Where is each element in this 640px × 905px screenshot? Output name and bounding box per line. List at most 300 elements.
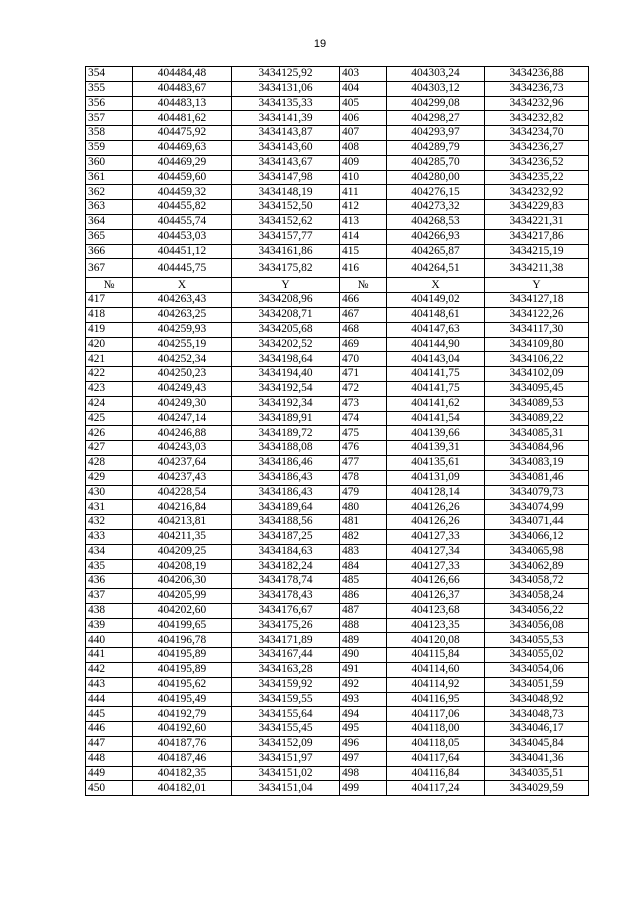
table-cell: 499	[340, 781, 387, 796]
table-cell: 3434062,89	[485, 559, 589, 574]
table-cell: 489	[340, 633, 387, 648]
table-cell: 424	[86, 396, 133, 411]
table-cell: 404445,75	[133, 259, 232, 278]
table-cell: 404117,06	[387, 707, 485, 722]
table-cell: 3434217,86	[485, 229, 589, 244]
table-cell: 3434048,92	[485, 692, 589, 707]
table-cell: 427	[86, 441, 133, 456]
table-cell: 429	[86, 470, 133, 485]
table-cell: 404280,00	[387, 170, 485, 185]
table-row	[86, 692, 589, 707]
table-cell: 3434159,55	[232, 692, 340, 707]
table-cell: 3434184,63	[232, 544, 340, 559]
table-cell: 404481,62	[133, 111, 232, 126]
table-cell: 3434171,89	[232, 633, 340, 648]
table-cell: 432	[86, 515, 133, 530]
table-cell: 404213,81	[133, 515, 232, 530]
table-cell: 3434085,31	[485, 426, 589, 441]
table-cell: 406	[340, 111, 387, 126]
table-cell: 404455,82	[133, 200, 232, 215]
table-cell: 477	[340, 455, 387, 470]
table-cell: 438	[86, 603, 133, 618]
table-row	[86, 244, 589, 259]
table-cell: 416	[340, 259, 387, 278]
table-cell: 404126,26	[387, 500, 485, 515]
table-cell: 444	[86, 692, 133, 707]
table-cell: 497	[340, 751, 387, 766]
table-cell: 3434054,06	[485, 663, 589, 678]
table-cell: 404141,54	[387, 411, 485, 426]
table-cell: 404128,14	[387, 485, 485, 500]
table-cell: 3434041,36	[485, 751, 589, 766]
table-row	[86, 603, 589, 618]
table-row	[86, 111, 589, 126]
table-cell: 404455,74	[133, 214, 232, 229]
table-cell: 486	[340, 589, 387, 604]
table-cell: 3434232,92	[485, 185, 589, 200]
table-cell: 413	[340, 214, 387, 229]
table-cell: 3434178,43	[232, 589, 340, 604]
table-cell: 3434194,40	[232, 367, 340, 382]
table-row	[86, 633, 589, 648]
table-cell: 404187,76	[133, 737, 232, 752]
table-row	[86, 485, 589, 500]
table-cell: 3434045,84	[485, 737, 589, 752]
table-cell: 3434074,99	[485, 500, 589, 515]
table-row	[86, 589, 589, 604]
table-cell: 404246,88	[133, 426, 232, 441]
table-row	[86, 781, 589, 796]
table-cell: 3434122,26	[485, 307, 589, 322]
table-cell: 3434141,39	[232, 111, 340, 126]
table-cell: 446	[86, 722, 133, 737]
table-cell: 3434188,56	[232, 515, 340, 530]
table-cell: 404127,34	[387, 544, 485, 559]
table-cell: 404206,30	[133, 574, 232, 589]
table-cell: 3434151,04	[232, 781, 340, 796]
table-cell: 3434161,86	[232, 244, 340, 259]
table-cell: 3434155,45	[232, 722, 340, 737]
table-row	[86, 455, 589, 470]
table-cell: 3434205,68	[232, 322, 340, 337]
table-row	[86, 185, 589, 200]
table-row	[86, 337, 589, 352]
table-cell: 3434143,60	[232, 140, 340, 155]
table-cell: 404141,62	[387, 396, 485, 411]
table-row	[86, 367, 589, 382]
table-cell: 404469,29	[133, 155, 232, 170]
table-cell: 3434065,98	[485, 544, 589, 559]
table-cell: 475	[340, 426, 387, 441]
table-row	[86, 663, 589, 678]
table-cell: 3434188,08	[232, 441, 340, 456]
table-row	[86, 618, 589, 633]
table-cell: 3434152,09	[232, 737, 340, 752]
table-cell: 498	[340, 766, 387, 781]
table-cell: 3434236,73	[485, 81, 589, 96]
table-cell: 412	[340, 200, 387, 215]
table-cell: 404459,60	[133, 170, 232, 185]
table-cell: 466	[340, 293, 387, 308]
table-row	[86, 81, 589, 96]
table-row	[86, 396, 589, 411]
table-cell: 496	[340, 737, 387, 752]
table-cell: 421	[86, 352, 133, 367]
table-cell: 404192,60	[133, 722, 232, 737]
table-cell: 3434208,71	[232, 307, 340, 322]
table-cell: 3434236,27	[485, 140, 589, 155]
table-cell: 404250,23	[133, 367, 232, 382]
table-cell: 434	[86, 544, 133, 559]
table-cell: 404192,79	[133, 707, 232, 722]
table-cell: 3434081,46	[485, 470, 589, 485]
table-cell: 480	[340, 500, 387, 515]
table-cell: 356	[86, 96, 133, 111]
table-cell: 404252,34	[133, 352, 232, 367]
table-cell: 404299,08	[387, 96, 485, 111]
table-cell: 404149,02	[387, 293, 485, 308]
table-cell: 425	[86, 411, 133, 426]
table-cell: 3434155,64	[232, 707, 340, 722]
table-cell: 404303,24	[387, 67, 485, 82]
table-cell: 404114,92	[387, 677, 485, 692]
table-cell: 415	[340, 244, 387, 259]
table-cell: 3434189,72	[232, 426, 340, 441]
table-cell: 404120,08	[387, 633, 485, 648]
table-cell: 3434229,83	[485, 200, 589, 215]
table-cell: 404216,84	[133, 500, 232, 515]
table-row	[86, 515, 589, 530]
table-row	[86, 559, 589, 574]
table-cell: 404148,61	[387, 307, 485, 322]
table-row	[86, 411, 589, 426]
coordinates-table-body	[86, 67, 589, 796]
table-cell: 404135,61	[387, 455, 485, 470]
table-row	[86, 229, 589, 244]
column-header: №	[340, 278, 387, 293]
table-cell: 470	[340, 352, 387, 367]
table-cell: 3434189,91	[232, 411, 340, 426]
table-cell: 3434083,19	[485, 455, 589, 470]
table-cell: 404195,62	[133, 677, 232, 692]
table-cell: 404259,93	[133, 322, 232, 337]
table-cell: 478	[340, 470, 387, 485]
table-cell: 404114,60	[387, 663, 485, 678]
table-cell: 449	[86, 766, 133, 781]
table-cell: 3434048,73	[485, 707, 589, 722]
table-cell: 358	[86, 126, 133, 141]
table-row	[86, 751, 589, 766]
table-cell: 404255,19	[133, 337, 232, 352]
table-cell: 404126,66	[387, 574, 485, 589]
table-cell: 407	[340, 126, 387, 141]
table-cell: 3434135,33	[232, 96, 340, 111]
table-cell: 3434157,77	[232, 229, 340, 244]
table-row	[86, 126, 589, 141]
table-cell: 3434058,72	[485, 574, 589, 589]
table-cell: 490	[340, 648, 387, 663]
table-row	[86, 293, 589, 308]
table-cell: 488	[340, 618, 387, 633]
table-cell: 404143,04	[387, 352, 485, 367]
table-cell: 422	[86, 367, 133, 382]
table-cell: 481	[340, 515, 387, 530]
table-cell: 404139,31	[387, 441, 485, 456]
table-cell: 3434198,64	[232, 352, 340, 367]
table-cell: 404208,19	[133, 559, 232, 574]
table-cell: 404237,43	[133, 470, 232, 485]
table-cell: 3434175,26	[232, 618, 340, 633]
table-cell: 445	[86, 707, 133, 722]
table-cell: 367	[86, 259, 133, 278]
table-cell: 3434071,44	[485, 515, 589, 530]
table-cell: 404209,25	[133, 544, 232, 559]
table-cell: 404116,84	[387, 766, 485, 781]
column-header: Y	[232, 278, 340, 293]
table-cell: 439	[86, 618, 133, 633]
table-row	[86, 737, 589, 752]
table-cell: 404228,54	[133, 485, 232, 500]
table-cell: 3434192,34	[232, 396, 340, 411]
table-cell: 482	[340, 529, 387, 544]
table-cell: 3434176,67	[232, 603, 340, 618]
table-cell: 3434152,62	[232, 214, 340, 229]
table-cell: 442	[86, 663, 133, 678]
table-cell: 404127,33	[387, 529, 485, 544]
table-cell: 404205,99	[133, 589, 232, 604]
table-cell: 3434131,06	[232, 81, 340, 96]
table-cell: 404195,49	[133, 692, 232, 707]
table-cell: 3434106,22	[485, 352, 589, 367]
table-cell: 3434208,96	[232, 293, 340, 308]
table-cell: 414	[340, 229, 387, 244]
table-cell: 404266,93	[387, 229, 485, 244]
table-cell: 3434084,96	[485, 441, 589, 456]
table-cell: 3434211,38	[485, 259, 589, 278]
table-cell: 479	[340, 485, 387, 500]
table-row	[86, 529, 589, 544]
table-cell: 426	[86, 426, 133, 441]
table-cell: 404249,43	[133, 381, 232, 396]
table-cell: 404263,25	[133, 307, 232, 322]
table-cell: 3434175,82	[232, 259, 340, 278]
table-row	[86, 140, 589, 155]
table-cell: 423	[86, 381, 133, 396]
column-header: №	[86, 278, 133, 293]
table-cell: 404127,33	[387, 559, 485, 574]
table-cell: 404237,64	[133, 455, 232, 470]
table-cell: 428	[86, 455, 133, 470]
table-cell: 363	[86, 200, 133, 215]
table-row	[86, 214, 589, 229]
table-cell: 417	[86, 293, 133, 308]
table-cell: 3434151,97	[232, 751, 340, 766]
table-row	[86, 307, 589, 322]
table-row	[86, 648, 589, 663]
table-cell: 404483,13	[133, 96, 232, 111]
table-cell: 404117,24	[387, 781, 485, 796]
table-cell: 3434143,87	[232, 126, 340, 141]
table-cell: 476	[340, 441, 387, 456]
table-cell: 485	[340, 574, 387, 589]
table-cell: 404147,63	[387, 322, 485, 337]
table-cell: 404118,00	[387, 722, 485, 737]
table-cell: 3434235,22	[485, 170, 589, 185]
table-cell: 404	[340, 81, 387, 96]
table-cell: 467	[340, 307, 387, 322]
table-cell: 469	[340, 337, 387, 352]
table-cell: 404249,30	[133, 396, 232, 411]
table-cell: 404273,32	[387, 200, 485, 215]
table-cell: 472	[340, 381, 387, 396]
table-cell: 435	[86, 559, 133, 574]
table-cell: 404469,63	[133, 140, 232, 155]
table-row	[86, 170, 589, 185]
table-cell: 3434117,30	[485, 322, 589, 337]
table-cell: 3434187,25	[232, 529, 340, 544]
column-header: Y	[485, 278, 589, 293]
table-cell: 3434089,53	[485, 396, 589, 411]
table-cell: 404263,43	[133, 293, 232, 308]
table-cell: 404182,35	[133, 766, 232, 781]
table-cell: 443	[86, 677, 133, 692]
table-cell: 3434152,50	[232, 200, 340, 215]
table-cell: 408	[340, 140, 387, 155]
table-cell: 3434178,74	[232, 574, 340, 589]
table-cell: 404264,51	[387, 259, 485, 278]
table-row	[86, 200, 589, 215]
table-row	[86, 500, 589, 515]
table-cell: 3434143,67	[232, 155, 340, 170]
table-cell: 355	[86, 81, 133, 96]
table-cell: 404123,68	[387, 603, 485, 618]
table-cell: 404141,75	[387, 381, 485, 396]
table-cell: 357	[86, 111, 133, 126]
table-cell: 3434125,92	[232, 67, 340, 82]
table-cell: 404195,89	[133, 663, 232, 678]
table-cell: 3434151,02	[232, 766, 340, 781]
table-cell: 404196,78	[133, 633, 232, 648]
table-cell: 404484,48	[133, 67, 232, 82]
table-cell: 3434079,73	[485, 485, 589, 500]
table-cell: 354	[86, 67, 133, 82]
table-cell: 3434159,92	[232, 677, 340, 692]
table-row	[86, 426, 589, 441]
table-cell: 473	[340, 396, 387, 411]
table-row	[86, 381, 589, 396]
table-row	[86, 574, 589, 589]
table-cell: 3434035,51	[485, 766, 589, 781]
table-cell: 404293,97	[387, 126, 485, 141]
table-row	[86, 677, 589, 692]
table-cell: 365	[86, 229, 133, 244]
table-row	[86, 766, 589, 781]
table-cell: 433	[86, 529, 133, 544]
table-cell: 431	[86, 500, 133, 515]
table-cell: 3434186,43	[232, 470, 340, 485]
table-cell: 3434109,80	[485, 337, 589, 352]
table-row	[86, 722, 589, 737]
table-cell: 404115,84	[387, 648, 485, 663]
table-cell: 404139,66	[387, 426, 485, 441]
table-cell: 3434167,44	[232, 648, 340, 663]
table-cell: 3434202,52	[232, 337, 340, 352]
table-cell: 3434051,59	[485, 677, 589, 692]
table-cell: 364	[86, 214, 133, 229]
table-cell: 418	[86, 307, 133, 322]
table-cell: 3434148,19	[232, 185, 340, 200]
table-cell: 3434046,17	[485, 722, 589, 737]
table-cell: 404131,09	[387, 470, 485, 485]
table-cell: 404195,89	[133, 648, 232, 663]
table-cell: 404126,26	[387, 515, 485, 530]
table-cell: 404247,14	[133, 411, 232, 426]
table-cell: 360	[86, 155, 133, 170]
table-cell: 3434095,45	[485, 381, 589, 396]
table-cell: 404182,01	[133, 781, 232, 796]
table-cell: 410	[340, 170, 387, 185]
table-cell: 447	[86, 737, 133, 752]
table-cell: 484	[340, 559, 387, 574]
table-cell: 3434055,53	[485, 633, 589, 648]
table-row	[86, 259, 589, 278]
table-cell: 403	[340, 67, 387, 82]
table-cell: 3434055,02	[485, 648, 589, 663]
table-cell: 3434221,31	[485, 214, 589, 229]
table-cell: 494	[340, 707, 387, 722]
table-cell: 404141,75	[387, 367, 485, 382]
table-cell: 3434192,54	[232, 381, 340, 396]
table-cell: 492	[340, 677, 387, 692]
table-cell: 404453,03	[133, 229, 232, 244]
table-cell: 3434066,12	[485, 529, 589, 544]
table-cell: 448	[86, 751, 133, 766]
table-cell: 471	[340, 367, 387, 382]
table-cell: 437	[86, 589, 133, 604]
table-cell: 3434029,59	[485, 781, 589, 796]
table-cell: 404202,60	[133, 603, 232, 618]
table-cell: 3434147,98	[232, 170, 340, 185]
table-cell: 404459,32	[133, 185, 232, 200]
table-cell: 404475,92	[133, 126, 232, 141]
table-cell: 3434186,46	[232, 455, 340, 470]
table-cell: 3434234,70	[485, 126, 589, 141]
table-cell: 3434089,22	[485, 411, 589, 426]
table-cell: 409	[340, 155, 387, 170]
table-cell: 411	[340, 185, 387, 200]
table-cell: 359	[86, 140, 133, 155]
table-row	[86, 470, 589, 485]
table-cell: 3434127,18	[485, 293, 589, 308]
column-header: X	[387, 278, 485, 293]
table-cell: 404265,87	[387, 244, 485, 259]
table-cell: 419	[86, 322, 133, 337]
table-cell: 495	[340, 722, 387, 737]
table-cell: 404483,67	[133, 81, 232, 96]
table-cell: 404298,27	[387, 111, 485, 126]
column-header: X	[133, 278, 232, 293]
table-cell: 3434215,19	[485, 244, 589, 259]
table-row	[86, 352, 589, 367]
table-cell: 404285,70	[387, 155, 485, 170]
table-cell: 404118,05	[387, 737, 485, 752]
table-row	[86, 322, 589, 337]
table-cell: 404144,90	[387, 337, 485, 352]
table-cell: 361	[86, 170, 133, 185]
table-cell: 404123,35	[387, 618, 485, 633]
table-row	[86, 155, 589, 170]
table-row	[86, 707, 589, 722]
